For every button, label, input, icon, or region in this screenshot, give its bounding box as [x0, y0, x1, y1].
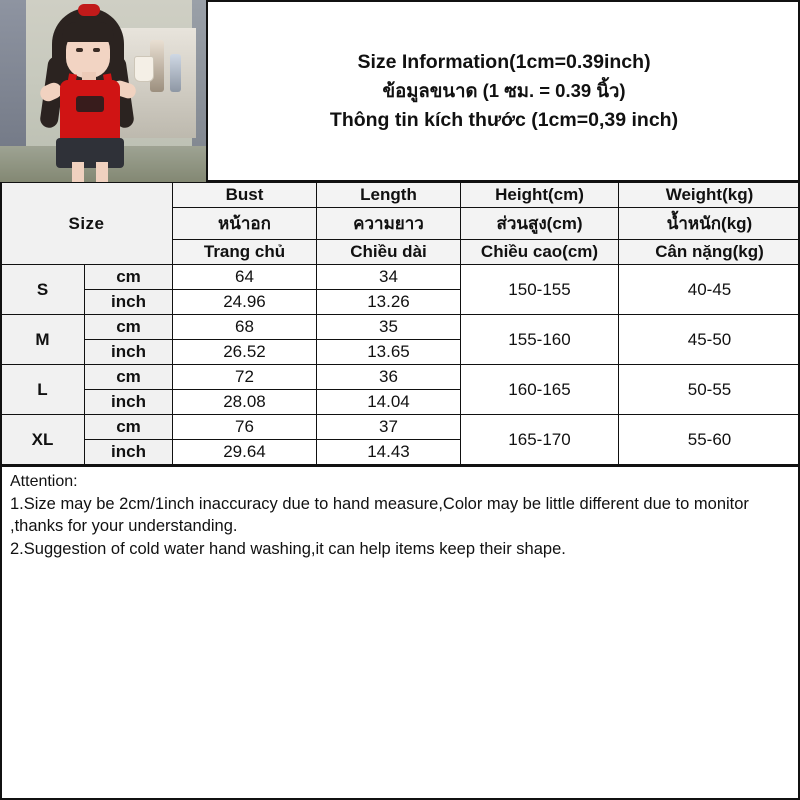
photo-drink-cup [134, 56, 154, 82]
table-header-row-en [1, 183, 800, 208]
unit-inch-l: inch [85, 390, 173, 415]
length-inch-xl: 14.43 [317, 440, 461, 465]
col-header-weight-en: Weight(kg) [619, 183, 800, 208]
row-size-label-l: L [1, 365, 85, 415]
col-header-bust-vi: Trang chủ [173, 240, 317, 265]
length-inch-l: 14.04 [317, 390, 461, 415]
bust-inch-s: 24.96 [173, 290, 317, 315]
length-cm-m: 35 [317, 315, 461, 340]
col-header-bust-th: หน้าอก [173, 208, 317, 240]
photo-leg-right [96, 162, 108, 182]
height-xl: 165-170 [461, 415, 619, 465]
height-s: 150-155 [461, 265, 619, 315]
weight-m: 45-50 [619, 315, 800, 365]
photo-leg-left [72, 162, 84, 182]
unit-cm-m: cm [85, 315, 173, 340]
photo-eye-left [76, 48, 83, 52]
attention-note-1: 1.Size may be 2cm/1inch inaccuracy due to hand measure,Color may be little different due to monitor ,thanks for your understanding. [10, 495, 749, 536]
chart-title-block [208, 0, 800, 182]
photo-bangs [62, 22, 114, 42]
row-size-label-xl: XL [1, 415, 85, 465]
photo-skirt [56, 138, 124, 168]
height-m: 155-160 [461, 315, 619, 365]
col-header-length-en: Length [317, 183, 461, 208]
unit-cm-l: cm [85, 365, 173, 390]
table-row [1, 315, 800, 340]
photo-hair-bow [78, 4, 100, 16]
attention-note-2: 2.Suggestion of cold water hand washing,it can help items keep their shape. [10, 539, 566, 558]
col-header-weight-th: น้ำหนัก(kg) [619, 208, 800, 240]
col-header-height-en: Height(cm) [461, 183, 619, 208]
title-line-th: ข้อมูลขนาด (1 ซม. = 0.39 นิ้ว) [382, 80, 626, 102]
length-inch-m: 13.65 [317, 340, 461, 365]
weight-s: 40-45 [619, 265, 800, 315]
attention-block [0, 465, 800, 635]
height-l: 160-165 [461, 365, 619, 415]
unit-inch-s: inch [85, 290, 173, 315]
photo-bottle-two [170, 54, 181, 92]
chart-header [0, 0, 800, 182]
weight-l: 50-55 [619, 365, 800, 415]
bust-cm-s: 64 [173, 265, 317, 290]
row-size-label-s: S [1, 265, 85, 315]
table-row [1, 415, 800, 440]
title-line-vi: Thông tin kích thước (1cm=0,39 inch) [329, 108, 679, 131]
bust-inch-xl: 29.64 [173, 440, 317, 465]
length-cm-xl: 37 [317, 415, 461, 440]
photo-eye-right [93, 48, 100, 52]
unit-cm-xl: cm [85, 415, 173, 440]
length-cm-l: 36 [317, 365, 461, 390]
col-header-length-th: ความยาว [317, 208, 461, 240]
bust-inch-m: 26.52 [173, 340, 317, 365]
length-cm-s: 34 [317, 265, 461, 290]
bust-cm-m: 68 [173, 315, 317, 340]
title-line-en: Size Information(1cm=0.39inch) [357, 51, 651, 74]
unit-inch-m: inch [85, 340, 173, 365]
product-photo [0, 0, 208, 182]
bust-cm-l: 72 [173, 365, 317, 390]
size-header-cell: Size [1, 183, 173, 265]
table-row [1, 365, 800, 390]
col-header-weight-vi: Cân nặng(kg) [619, 240, 800, 265]
col-header-length-vi: Chiều dài [317, 240, 461, 265]
size-table [0, 182, 800, 465]
bust-inch-l: 28.08 [173, 390, 317, 415]
unit-inch-xl: inch [85, 440, 173, 465]
length-inch-s: 13.26 [317, 290, 461, 315]
photo-top-print [76, 96, 104, 112]
weight-xl: 55-60 [619, 415, 800, 465]
table-row [1, 265, 800, 290]
col-header-bust-en: Bust [173, 183, 317, 208]
bust-cm-xl: 76 [173, 415, 317, 440]
unit-cm-s: cm [85, 265, 173, 290]
col-header-height-vi: Chiều cao(cm) [461, 240, 619, 265]
col-header-height-th: ส่วนสูง(cm) [461, 208, 619, 240]
row-size-label-m: M [1, 315, 85, 365]
attention-title: Attention: [10, 473, 78, 490]
